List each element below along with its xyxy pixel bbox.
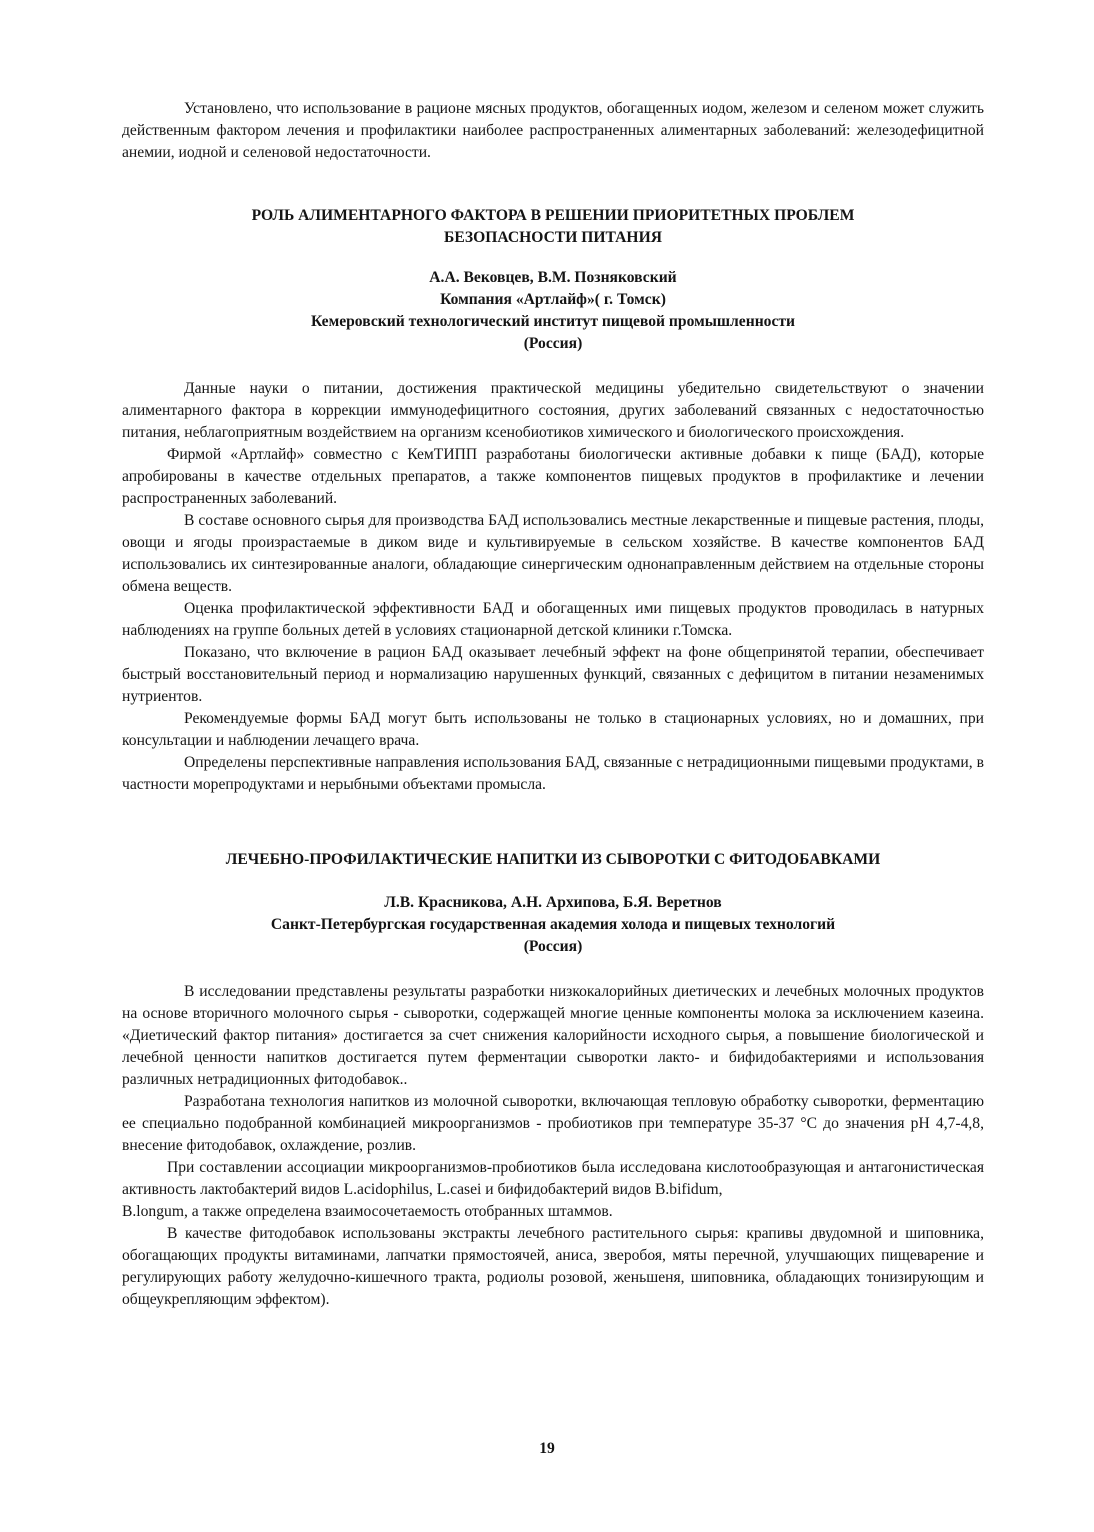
article-1-title-line-2: БЕЗОПАСНОСТИ ПИТАНИЯ <box>444 229 662 246</box>
article-2-authors: Л.В. Красникова, А.Н. Архипова, Б.Я. Веретнов <box>384 894 722 911</box>
article-1-country: (Россия) <box>523 335 583 352</box>
article-1-affiliation-2: Кемеровский технологический институт пищевой промышленности <box>310 313 796 330</box>
article-2-country: (Россия) <box>523 938 583 955</box>
article-2-paragraph: B.longum, а также определена взаимосочетаемость отобранных штаммов. <box>122 1203 613 1220</box>
article-1-affiliation-1: Компания «Артлайф»( г. Томск) <box>440 291 666 308</box>
article-1-body <box>122 378 984 796</box>
article-2-affiliation: Санкт-Петербургская государственная академия холода и пищевых технологий <box>270 916 836 933</box>
article-2-paragraph: Разработана технология напитков из молочной сыворотки, включающая тепловую обработку сыворотки, ферментацию ее специально подобранной комбинацией микроорганизмов - пробиотиков при температуре 35-37 °С до значения рН 4,7-4,8, внесение фитодобавок, охлаждение, розлив. <box>122 1093 984 1154</box>
article-1-paragraph: Рекомендуемые формы БАД могут быть использованы не только в стационарных условиях, но и домашних, при консультации и наблюдении лечащего врача. <box>122 710 984 749</box>
article-1-paragraph: Показано, что включение в рацион БАД оказывает лечебный эффект на фоне общепринятой терапии, обеспечивает быстрый восстановительный период и нормализацию нарушенных функций, связанных с дефицитом в питании незаменимых нутриентов. <box>122 644 984 705</box>
intro-paragraph: Установлено, что использование в рационе мясных продуктов, обогащенных иодом, железом и селеном может служить действенным фактором лечения и профилактики наиболее распространенных алиментарных заболеваний: железодефицитной анемии, иодной и селеновой недостаточности. <box>122 100 984 161</box>
article-1-paragraph: Фирмой «Артлайф» совместно с КемТИПП разработаны биологически активные добавки к пище (БАД), которые апробированы в качестве отдельных препаратов, а также компонентов пищевых продуктов в профилактике и лечении распространенных заболеваний. <box>122 446 984 507</box>
article-1-paragraph: В составе основного сырья для производства БАД использовались местные лекарственные и пищевые растения, плоды, овощи и ягоды произрастаемые в диком виде и культивируемые в сельском хозяйстве. В качестве компонентов БАД использовались их синтезированные аналоги, обладающие синергическим однонаправленным действием на отдельные стороны обмена веществ. <box>122 512 984 595</box>
article-1-title <box>122 205 984 249</box>
article-2-byline <box>122 892 984 958</box>
article-2-title: ЛЕЧЕБНО-ПРОФИЛАКТИЧЕСКИЕ НАПИТКИ ИЗ СЫВОРОТКИ С ФИТОДОБАВКАМИ <box>225 851 881 868</box>
article-1-paragraph: Оценка профилактической эффективности БАД и обогащенных ими пищевых продуктов проводилась в натурных наблюдениях на группе больных детей в условиях стационарной детской клиники г.Томска. <box>122 600 984 639</box>
article-1-byline <box>122 267 984 355</box>
page-number: 19 <box>539 1440 555 1457</box>
page-body <box>122 98 984 1311</box>
article-2-paragraph: В исследовании представлены результаты разработки низкокалорийных диетических и лечебных молочных продуктов на основе вторичного молочного сырья - сыворотки, содержащей многие ценные компоненты молока за исключением казеина. «Диетический фактор питания» достигается за счет снижения калорийности исходного сырья, а повышение биологической и лечебной ценности напитков достигается путем ферментации сыворотки лакто- и бифидобактериями и использования различных нетрадиционных фитодобавок.. <box>122 983 984 1088</box>
article-1-paragraph: Данные науки о питании, достижения практической медицины убедительно свидетельствуют о значении алиментарного фактора в коррекции иммунодефицитного состояния, других заболеваний связанных с недостаточностью питания, неблагоприятным воздействием на организм ксенобиотиков химического и биологического происхождения. <box>122 380 984 441</box>
article-2-body <box>122 981 984 1311</box>
article-1-authors: А.А. Вековцев, В.М. Позняковский <box>429 269 677 286</box>
article-2-paragraph: В качестве фитодобавок использованы экстракты лечебного растительного сырья: крапивы двудомной и шиповника, обогащающих продукты витаминами, лапчатки прямостоячей, аниса, зверобоя, мяты перечной, улучшающих пищеварение и регулирующих работу желудочно-кишечного тракта, родиолы розовой, женьшеня, шиповника, обладающих тонизирующим и общеукрепляющим эффектом). <box>122 1225 984 1308</box>
article-1-title-line-1: РОЛЬ АЛИМЕНТАРНОГО ФАКТОРА В РЕШЕНИИ ПРИОРИТЕТНЫХ ПРОБЛЕМ <box>251 207 855 224</box>
article-1-paragraph: Определены перспективные направления использования БАД, связанные с нетрадиционными пищевыми продуктами, в частности морепродуктами и нерыбными объектами промысла. <box>122 754 984 793</box>
article-2-paragraph: При составлении ассоциации микроорганизмов-пробиотиков была исследована кислотообразующая и антагонистическая активность лактобактерий видов L.acidophilus, L.casei и бифидобактерий видов B.bifidum, <box>122 1159 984 1198</box>
